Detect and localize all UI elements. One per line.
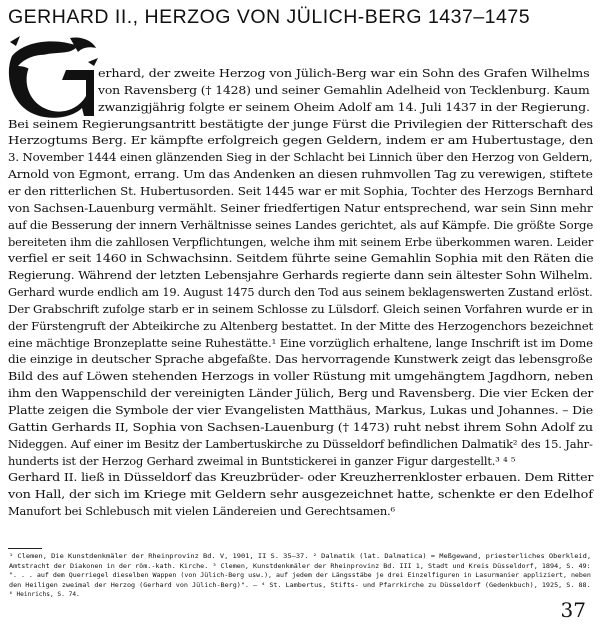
body-line: Regierung. Während der letzten Lebensjahre Gerhards regierte dann sein ältester Sohn Wilhelm.	[8, 268, 593, 283]
body-line: der Fürstengruft der Abteikirche zu Altenberg bestattet. In der Mitte des Herzogenchors bezeichnet	[8, 318, 594, 333]
body-line: 3. November 1444 einen glänzenden Sieg in der Schlacht bei Linnich über den Herzog von Geldern,	[8, 150, 593, 165]
footnote-line: ⁶ Heinrichs, S. 74.	[9, 591, 80, 598]
body-line: von Sachsen-Lauenburg vermählt. Seiner friedfertigen Natur entsprechend, war sein Sinn mehr	[8, 200, 593, 215]
decorated-initial-g-icon	[8, 36, 98, 122]
body-line: bereiteten ihm die zahllosen Verpflichtungen, welche ihm mit seinem Erbe überkommen waren. Leider	[8, 234, 594, 249]
body-line: Gerhard II. ließ in Düsseldorf das Kreuzbrüder- oder Kreuzherrenkloster erbauen. Dem Ritter	[8, 470, 594, 485]
body-line: ihm den Wappenschild der vereinigten Länder Jülich, Berg und Ravensberg. Die vier Ecken der	[8, 386, 594, 401]
footnote-line: Amtstracht der Diakonen in der röm.-kath. Kirche. ³ Clemen, Kunstdenkmäler der Rheinprovinz Bd. III 1, Stadt und Kreis Düsseldorf, 1894, S. 49:	[9, 562, 591, 570]
page-title: GERHARD II., HERZOG VON JÜLICH-BERG 1437–1475	[8, 6, 531, 28]
body-line: auf die Besserung der innern Verhältnisse seines Landes gerichtet, als auf Kämpfe. Die größte Sorge	[8, 217, 594, 232]
page-number: 37	[560, 598, 586, 622]
body-line: er den ritterlichen St. Hubertusorden. Seit 1445 war er mit Sophia, Tochter des Herzogs Bernhard	[8, 183, 594, 198]
body-line: von Ravensberg († 1428) und seiner Gemahlin Adelheid von Tecklenburg. Kaum	[98, 82, 590, 97]
footnote-line: den Heiligen zweimal der Herzog (Gerhard von Jülich-Berg)". – ⁴ St. Lambertus, Stifts- und Pfarrkirche zu Düsseldorf (Gedenkbuch), 1925, S. 88.	[9, 581, 591, 589]
body-line: Arnold von Egmont, errang. Um das Andenken an diesen ruhmvollen Tag zu verewigen, stiftete	[8, 167, 593, 182]
footnote-divider	[8, 548, 42, 549]
body-line: zwanzigjährig folgte er seinem Oheim Adolf am 14. Juli 1437 in der Regierung.	[98, 99, 590, 114]
body-line: von Hall, der sich im Kriege mit Geldern sehr ausgezeichnet hatte, schenkte er den Edelhof	[8, 487, 593, 502]
footnote-line: ". . . auf dem Querriegel dieselben Wappen (von Jülich-Berg usw.), auf jedem der Längsstäbe je drei Einzelfiguren in Lasurmanier appliziert, neben	[9, 572, 591, 579]
body-line: verfiel er seit 1460 in Schwachsinn. Seitdem führte seine Gemahlin Sophia mit den Räten die	[8, 251, 594, 266]
body-line: eine mächtige Bronzeplatte seine Ruhestätte.¹ Eine vorzüglich erhaltene, lange Inschrift ist im Dome	[8, 335, 593, 350]
body-line: die einzige in deutscher Sprache abgefaßte. Das hervorragende Kunstwerk zeigt das lebensgroße	[8, 352, 593, 367]
body-line: Bild des auf Löwen stehenden Herzogs in voller Rüstung mit umgehängtem Jagdhorn, neben	[8, 369, 594, 384]
body-line: Manufort bei Schlebusch mit vielen Ländereien und Gerechtsamen.⁶	[8, 504, 395, 519]
body-line: Der Grabschrift zufolge starb er in seinem Schlosse zu Lülsdorf. Gleich seinen Vorfahren wurde er in	[8, 301, 593, 316]
body-line: hunderts ist der Herzog Gerhard zweimal in Buntstickerei in ganzer Figur dargestellt.³ ⁴ ⁵	[8, 453, 516, 468]
body-line: erhard, der zweite Herzog von Jülich-Berg war ein Sohn des Grafen Wilhelms	[98, 66, 590, 80]
body-line: Bei seinem Regierungsantritt bestätigte der junge Fürst die Privilegien der Ritterschaft des	[8, 116, 593, 131]
body-line: Gerhard wurde endlich am 19. August 1475 durch den Tod aus seinem beklagenswerten Zustand erlöst.	[8, 285, 593, 300]
footnote-line: ¹ Clemen, Die Kunstdenkmäler der Rheinprovinz Bd. V, 1901, II S. 35–37. ² Dalmatik (lat. Dalmatica) = Meßgewand, priesterliches Oberkleid,	[9, 553, 592, 560]
body-line: Gattin Gerhards II, Sophia von Sachsen-Lauenburg († 1473) ruht nebst ihrem Sohn Adolf zu	[8, 419, 594, 434]
body-line: Platte zeigen die Symbole der vier Evangelisten Matthäus, Markus, Lukas und Johannes. – Die	[8, 403, 594, 417]
body-line: Herzogtums Berg. Er kämpfte erfolgreich gegen Geldern, indem er am Hubertustage, den	[8, 133, 594, 148]
body-line: Nideggen. Auf einer im Besitz der Lambertuskirche zu Düsseldorf befindlichen Dalmatik² des 15. Jahr-	[8, 436, 593, 451]
